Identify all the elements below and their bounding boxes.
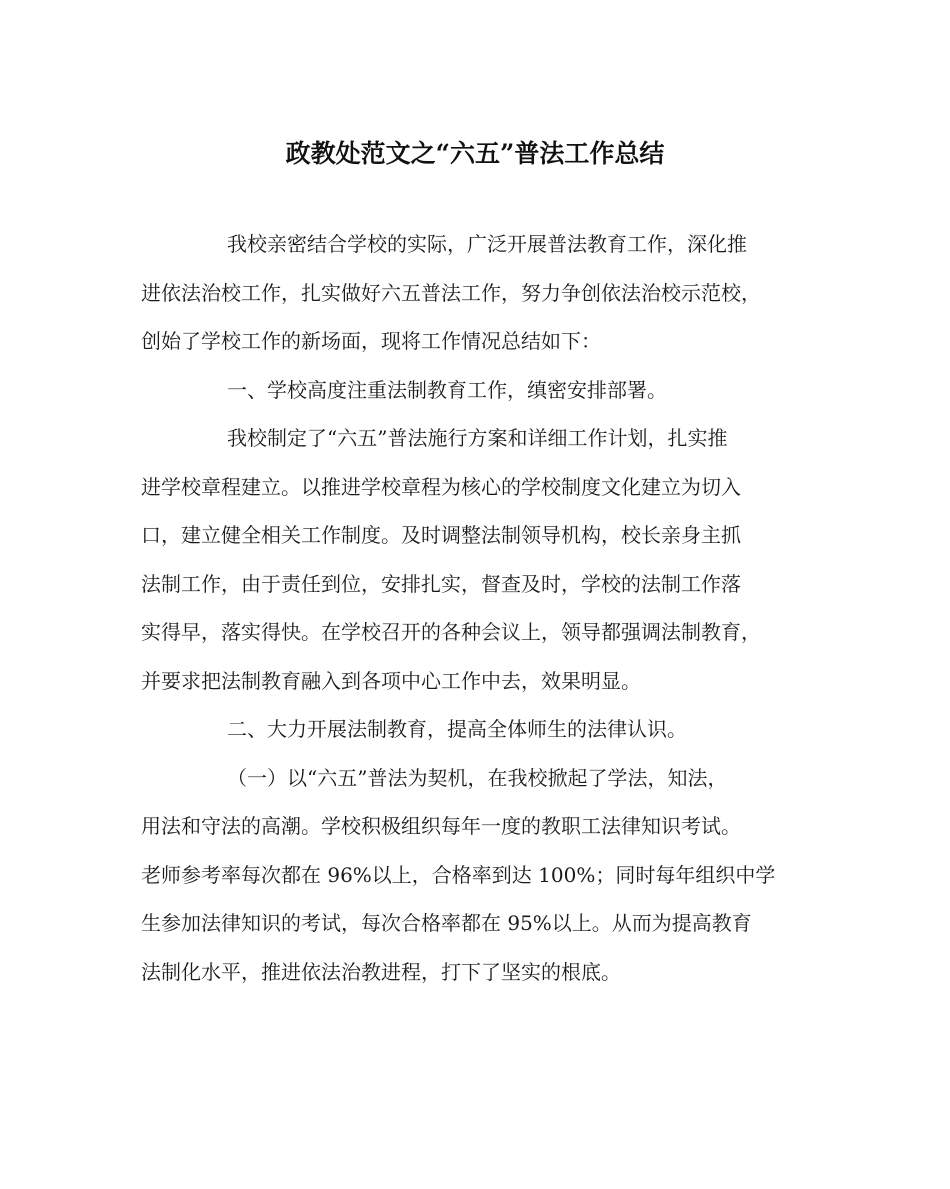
text-line: 生参加法律知识的考试，每次合格率都在 95%以上。从而为提高教育 — [141, 911, 752, 935]
text-line: 进依法治校工作，扎实做好六五普法工作，努力争创依法治校示范校， — [141, 280, 761, 305]
text-line: 创始了学校工作的新场面，现将工作情况总结如下： — [141, 329, 601, 353]
text-line: 我校制定了“六五”普法施行方案和详细工作计划，扎实推 — [227, 426, 728, 450]
document-body — [141, 220, 811, 996]
text-line: 进学校章程建立。以推进学校章程为核心的学校制度文化建立为切入 — [141, 474, 741, 499]
text-line: （一）以“六五”普法为契机，在我校掀起了学法，知法， — [227, 765, 728, 790]
text-line: 二、大力开展法制教育，提高全体师生的法律认识。 — [227, 717, 687, 741]
text-line: 用法和守法的高潮。学校积极组织每年一度的教职工法律知识考试。 — [141, 814, 741, 838]
document-title: 政教处范文之“六五”普法工作总结 — [285, 139, 665, 168]
text-line: 实得早，落实得快。在学校召开的各种会议上，领导都强调法制教育， — [141, 620, 761, 644]
text-line: 并要求把法制教育融入到各项中心工作中去，效果明显。 — [141, 668, 641, 693]
text-line: 口，建立健全相关工作制度。及时调整法制领导机构，校长亲身主抓 — [141, 523, 741, 547]
text-line: 我校亲密结合学校的实际，广泛开展普法教育工作，深化推 — [227, 232, 747, 256]
text-line: 法制工作，由于责任到位，安排扎实，督查及时，学校的法制工作落 — [141, 571, 741, 596]
text-line: 一、学校高度注重法制教育工作，缜密安排部署。 — [227, 377, 667, 402]
text-line: 法制化水平，推进依法治教进程，打下了坚实的根底。 — [141, 959, 621, 984]
text-line: 老师参考率每次都在 96%以上，合格率到达 100%；同时每年组织中学 — [141, 862, 776, 887]
